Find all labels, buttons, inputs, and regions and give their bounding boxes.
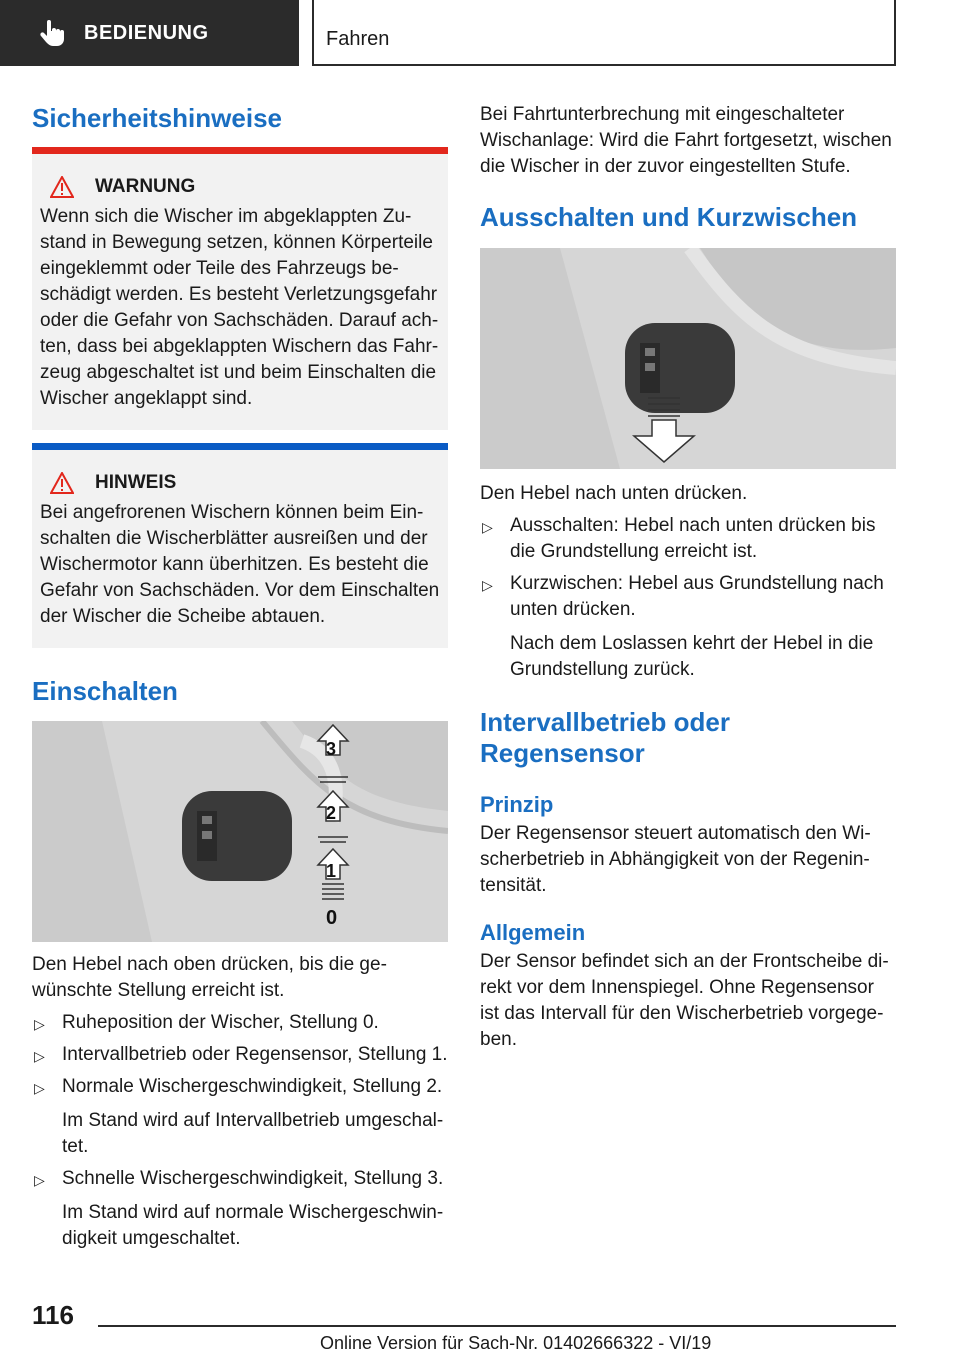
warning-triangle-icon <box>50 176 74 198</box>
page-number: 116 <box>32 1300 74 1330</box>
list-item: ▷ Ruheposition der Wischer, Stellung 0. <box>32 1010 448 1036</box>
switch-on-intro: Den Hebel nach oben drücken, bis die ge-wünschte Stellung erreicht ist. <box>32 954 387 1001</box>
position-label-0: 0 <box>326 907 338 929</box>
warning-header <box>40 176 440 198</box>
principle-text: Der Regensensor steuert automatisch den Wi-scherbetrieb in Abhängigkeit von der Regenin-tensität. <box>480 823 871 896</box>
footer-divider <box>98 1325 896 1327</box>
position-label-2: 2 <box>326 803 337 823</box>
triangle-bullet-icon: ▷ <box>34 1080 45 1096</box>
hint-box <box>32 443 448 648</box>
list-item: ▷ Schnelle Wischergeschwindigkeit, Stellung 3. Im Stand wird auf normale Wischergeschwin-digkeit umgeschaltet. <box>34 1168 444 1249</box>
principle-heading: Prinzip <box>480 792 554 817</box>
lever-up-illustration <box>32 721 448 942</box>
switch-off-intro: Den Hebel nach unten drücken. <box>480 483 748 504</box>
chapter-label: Fahren <box>326 28 390 50</box>
list-item: ▷ Normale Wischergeschwindigkeit, Stellung 2. Im Stand wird auf Intervallbetrieb umgeschal-tet. <box>34 1076 444 1157</box>
general-text: Der Sensor befindet sich an der Frontscheibe di-rekt vor dem Innenspiegel. Ohne Regensensor ist das Intervall für den Wischerbetrieb vorgege-ben. <box>480 951 889 1050</box>
list-item: ▷ Kurzwischen: Hebel aus Grundstellung nach unten drücken. Nach dem Loslassen kehrt der Hebel in die Grundstellung zurück. <box>482 573 884 680</box>
hint-title: HINWEIS <box>95 472 177 493</box>
triangle-bullet-icon: ▷ <box>482 577 493 593</box>
section-label: BEDIENUNG <box>84 21 209 44</box>
switch-off-list <box>480 513 896 683</box>
triangle-bullet-icon: ▷ <box>34 1048 45 1064</box>
hand-pointer-icon <box>38 19 66 47</box>
footer-version: Online Version für Sach-Nr. 01402666322 - VI/19 <box>320 1333 712 1353</box>
lever-down-figure <box>480 248 896 469</box>
warning-text: Wenn sich die Wischer im abgeklappten Zu-stand in Bewegung setzen, können Körperteile eingeklemmt oder Teile des Fahrzeugs be-schädigt werden. Es besteht Verletzungsgefahr oder die Gefahr von Sachschäden. Darauf ach-ten, dass bei abgeklappten Wischern das Fahr-zeug abgeschaltet ist und beim Einschalten die Wischer angeklappt sind. <box>40 206 439 409</box>
warning-box <box>32 147 448 430</box>
triangle-bullet-icon: ▷ <box>482 519 493 535</box>
interval-heading: Intervallbetrieb oder Regensensor <box>480 707 730 768</box>
switch-off-heading: Ausschalten und Kurzwischen <box>480 202 858 232</box>
position-label-1: 1 <box>326 861 337 881</box>
left-column <box>32 100 448 1252</box>
list-item: ▷ Ausschalten: Hebel nach unten drücken bis die Grundstellung erreicht ist. <box>482 515 876 562</box>
general-heading: Allgemein <box>480 920 586 945</box>
triangle-bullet-icon: ▷ <box>34 1016 45 1032</box>
right-column <box>480 100 896 1053</box>
warning-title: WARNUNG <box>95 176 196 197</box>
section-tab <box>0 0 299 66</box>
safety-heading: Sicherheitshinweise <box>32 103 282 133</box>
lever-up-figure <box>32 721 448 942</box>
list-item: ▷ Intervallbetrieb oder Regensensor, Stellung 1. <box>32 1042 448 1068</box>
hint-triangle-icon <box>50 472 74 494</box>
hint-text: Bei angefrorenen Wischern können beim Ein-schalten die Wischerblätter ausreißen und der Wischermotor kann überhitzen. Es besteht die Gefahr von Sachschäden. Vor dem Einschalten der Wischer die Scheibe abtauen. <box>40 502 440 627</box>
lever-down-illustration <box>480 248 896 469</box>
switch-on-list <box>32 1010 448 1252</box>
position-label-3: 3 <box>326 739 337 759</box>
switch-on-heading: Einschalten <box>32 676 178 706</box>
triangle-bullet-icon: ▷ <box>34 1172 45 1188</box>
interrupt-text: Bei Fahrtunterbrechung mit eingeschalteter Wischanlage: Wird die Fahrt fortgesetzt, wischen die Wischer in der zuvor eingestellten Stufe. <box>480 104 892 177</box>
chapter-header <box>312 0 896 66</box>
hint-header <box>40 472 440 494</box>
